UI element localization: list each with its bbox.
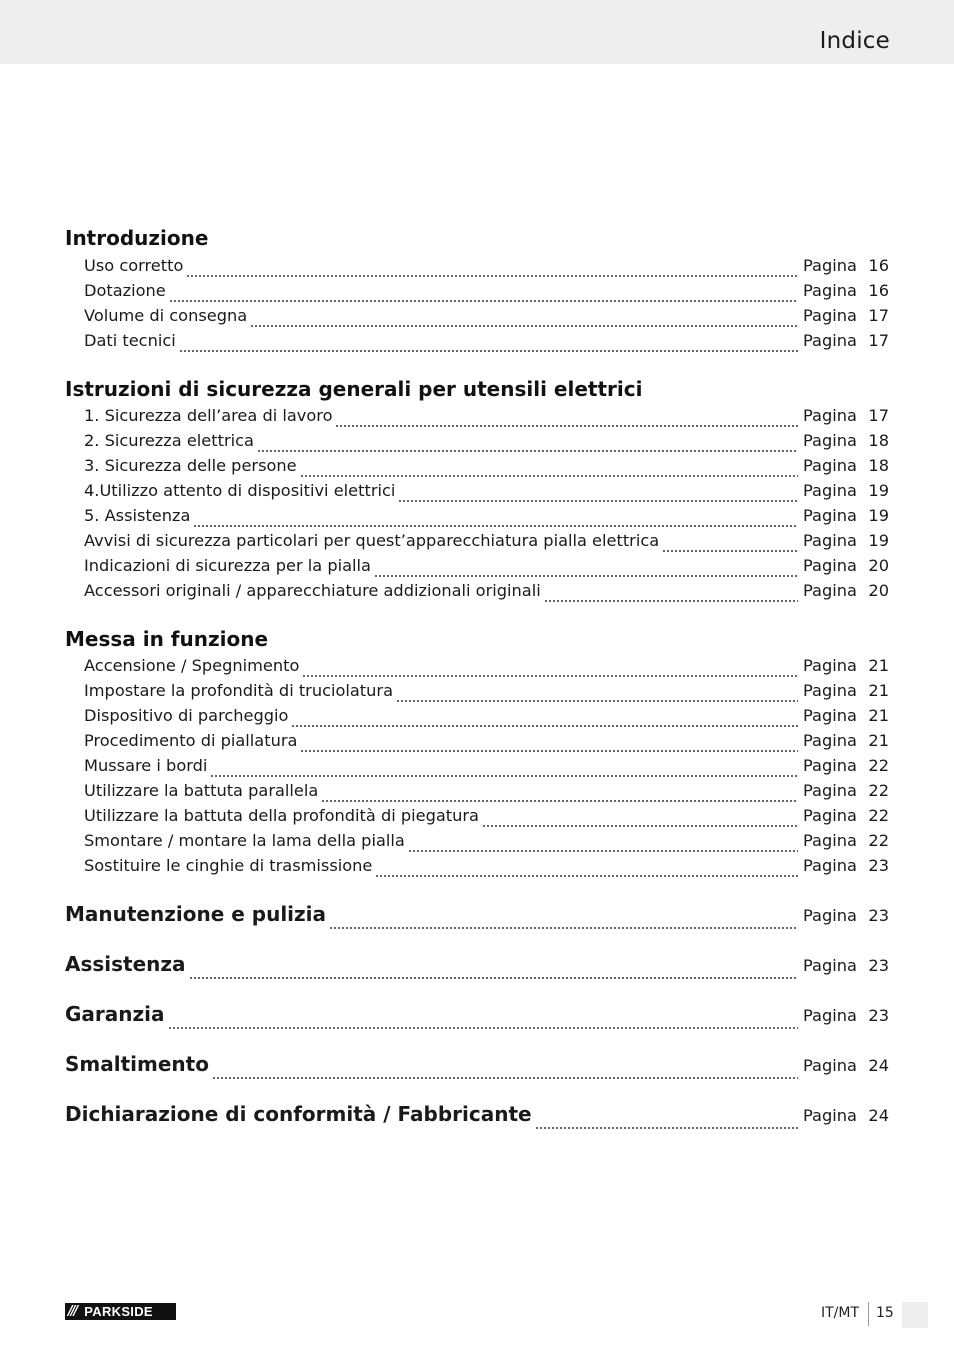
toc-main-entry[interactable] (65, 952, 889, 980)
toc-main-entry-label: Garanzia (65, 1002, 165, 1026)
toc-page-word: Pagina (803, 456, 857, 475)
toc-page-word: Pagina (803, 406, 857, 425)
toc-page-number: 17 (868, 306, 889, 325)
toc-entry-label: Avvisi di sicurezza particolari per quest’apparecchiatura pialla elettrica (84, 531, 660, 550)
dot-leader (257, 439, 798, 453)
toc-entry-label: Uso corretto (84, 256, 184, 275)
toc-entry-label: Procedimento di piallatura (84, 731, 298, 750)
toc-entry-label: Dati tecnici (84, 331, 176, 350)
toc-entry[interactable] (84, 706, 889, 728)
toc-page-word: Pagina (803, 1106, 857, 1125)
toc-main-entry-label: Dichiarazione di conformità / Fabbricante (65, 1102, 532, 1126)
toc-page-number: 20 (868, 581, 889, 600)
toc-page-number: 22 (868, 756, 889, 775)
toc-page-number: 23 (868, 906, 889, 925)
dot-leader (186, 264, 798, 278)
toc-page-number: 18 (868, 431, 889, 450)
toc-page-number: 17 (868, 406, 889, 425)
dot-leader (321, 789, 798, 803)
toc-page-word: Pagina (803, 556, 857, 575)
section-title-introduzione: Introduzione (65, 226, 209, 250)
dot-leader (544, 589, 798, 603)
dot-leader (179, 339, 798, 353)
toc-entry[interactable] (84, 456, 889, 478)
dot-leader (535, 1116, 798, 1130)
toc-entry-label: Indicazioni di sicurezza per la pialla (84, 556, 371, 575)
dot-leader (398, 489, 798, 503)
toc-entry[interactable] (84, 256, 889, 278)
toc-entry-label: 2. Sicurezza elettrica (84, 431, 254, 450)
toc-entry-label: Volume di consegna (84, 306, 248, 325)
toc-page-word: Pagina (803, 281, 857, 300)
toc-main-entry-label: Assistenza (65, 952, 186, 976)
toc-entry-label: 5. Assistenza (84, 506, 191, 525)
footer-tab-marker (902, 1302, 928, 1328)
toc-page-number: 23 (868, 1006, 889, 1025)
toc-entry[interactable] (84, 481, 889, 503)
dot-leader (335, 414, 798, 428)
toc-entry[interactable] (84, 431, 889, 453)
page-title: Indice (819, 28, 890, 54)
dot-leader (300, 739, 798, 753)
toc-page-word: Pagina (803, 306, 857, 325)
toc-entry[interactable] (84, 656, 889, 678)
dot-leader (662, 539, 798, 553)
toc-page-number: 21 (868, 681, 889, 700)
toc-entry[interactable] (84, 681, 889, 703)
toc-page-word: Pagina (803, 681, 857, 700)
dot-leader (482, 814, 798, 828)
toc-entry[interactable] (84, 281, 889, 303)
toc-page-word: Pagina (803, 431, 857, 450)
toc-page-number: 21 (868, 706, 889, 725)
section-title-sicurezza: Istruzioni di sicurezza generali per utensili elettrici (65, 377, 643, 401)
toc-page-number: 23 (868, 856, 889, 875)
toc-page-number: 20 (868, 556, 889, 575)
toc-page-word: Pagina (803, 706, 857, 725)
section-title-messa-in-funzione: Messa in funzione (65, 627, 269, 651)
toc-page-number: 24 (868, 1106, 889, 1125)
dot-leader (375, 864, 798, 878)
header-band (0, 0, 954, 64)
dot-leader (408, 839, 798, 853)
dot-leader (169, 289, 798, 303)
toc-main-entry[interactable] (65, 1052, 889, 1080)
toc-entry[interactable] (84, 556, 889, 578)
toc-page-word: Pagina (803, 906, 857, 925)
toc-entry-label: Accessori originali / apparecchiature addizionali originali (84, 581, 541, 600)
toc-page-number: 16 (868, 281, 889, 300)
footer-locale: IT/MT (821, 1305, 860, 1321)
toc-page-word: Pagina (803, 1056, 857, 1075)
toc-page-number: 21 (868, 731, 889, 750)
toc-page-number: 22 (868, 806, 889, 825)
dot-leader (189, 966, 798, 980)
toc-entry-label: Dispositivo di parcheggio (84, 706, 289, 725)
toc-page-word: Pagina (803, 831, 857, 850)
toc-page-word: Pagina (803, 731, 857, 750)
dot-leader (302, 664, 798, 678)
dot-leader (250, 314, 798, 328)
toc-page-word: Pagina (803, 531, 857, 550)
toc-page-number: 18 (868, 456, 889, 475)
footer-divider (868, 1302, 869, 1326)
toc-page-number: 17 (868, 331, 889, 350)
toc-main-entry-label: Smaltimento (65, 1052, 209, 1076)
toc-entry[interactable] (84, 756, 889, 778)
toc-entry-label: Accensione / Spegnimento (84, 656, 300, 675)
parkside-logo (65, 1303, 176, 1320)
toc-page-word: Pagina (803, 756, 857, 775)
toc-entry-label: 3. Sicurezza delle persone (84, 456, 297, 475)
toc-main-entry[interactable] (65, 1002, 889, 1030)
logo-text: PARKSIDE (84, 1304, 153, 1319)
toc-page-word: Pagina (803, 581, 857, 600)
toc-page-number: 22 (868, 831, 889, 850)
toc-entry-label: Mussare i bordi (84, 756, 208, 775)
dot-leader (396, 689, 798, 703)
toc-entry-label: Utilizzare la battuta della profondità di piegatura (84, 806, 479, 825)
toc-entry-label: Smontare / montare la lama della pialla (84, 831, 405, 850)
toc-main-entry[interactable] (65, 902, 889, 930)
toc-entry[interactable] (84, 331, 889, 353)
toc-page-word: Pagina (803, 656, 857, 675)
toc-entry-label: Sostituire le cinghie di trasmissione (84, 856, 373, 875)
toc-entry-label: 1. Sicurezza dell’area di lavoro (84, 406, 333, 425)
toc-page-number: 19 (868, 481, 889, 500)
toc-entry[interactable] (84, 831, 889, 853)
toc-page-word: Pagina (803, 481, 857, 500)
toc-page-number: 19 (868, 506, 889, 525)
toc-entry[interactable] (84, 731, 889, 753)
toc-page-word: Pagina (803, 331, 857, 350)
dot-leader (329, 916, 798, 930)
dot-leader (291, 714, 798, 728)
logo-slashes: /// (68, 1304, 77, 1319)
toc-entry-label: Impostare la profondità di truciolatura (84, 681, 393, 700)
toc-entry[interactable] (84, 506, 889, 528)
toc-page-word: Pagina (803, 506, 857, 525)
toc-entry[interactable] (84, 406, 889, 428)
toc-page-number: 19 (868, 531, 889, 550)
toc-page-number: 24 (868, 1056, 889, 1075)
toc-entry[interactable] (84, 781, 889, 803)
toc-page-number: 16 (868, 256, 889, 275)
toc-page-word: Pagina (803, 956, 857, 975)
toc-entry-label: Utilizzare la battuta parallela (84, 781, 319, 800)
dot-leader (168, 1016, 798, 1030)
toc-page-number: 21 (868, 656, 889, 675)
dot-leader (212, 1066, 798, 1080)
toc-entry-label: 4.Utilizzo attento di dispositivi elettrici (84, 481, 396, 500)
toc-page-word: Pagina (803, 856, 857, 875)
dot-leader (300, 464, 798, 478)
toc-page-word: Pagina (803, 1006, 857, 1025)
toc-page-word: Pagina (803, 781, 857, 800)
toc-entry[interactable] (84, 531, 889, 553)
toc-entry[interactable] (84, 581, 889, 603)
toc-page-number: 23 (868, 956, 889, 975)
toc-page-number: 22 (868, 781, 889, 800)
toc-entry[interactable] (84, 856, 889, 878)
dot-leader (210, 764, 798, 778)
dot-leader (374, 564, 798, 578)
toc-entry[interactable] (84, 306, 889, 328)
toc-entry[interactable] (84, 806, 889, 828)
dot-leader (193, 514, 798, 528)
toc-main-entry[interactable] (65, 1102, 889, 1130)
toc-page-word: Pagina (803, 256, 857, 275)
footer-page-number: 15 (876, 1305, 894, 1321)
toc-page-word: Pagina (803, 806, 857, 825)
toc-entry-label: Dotazione (84, 281, 166, 300)
toc-main-entry-label: Manutenzione e pulizia (65, 902, 327, 926)
